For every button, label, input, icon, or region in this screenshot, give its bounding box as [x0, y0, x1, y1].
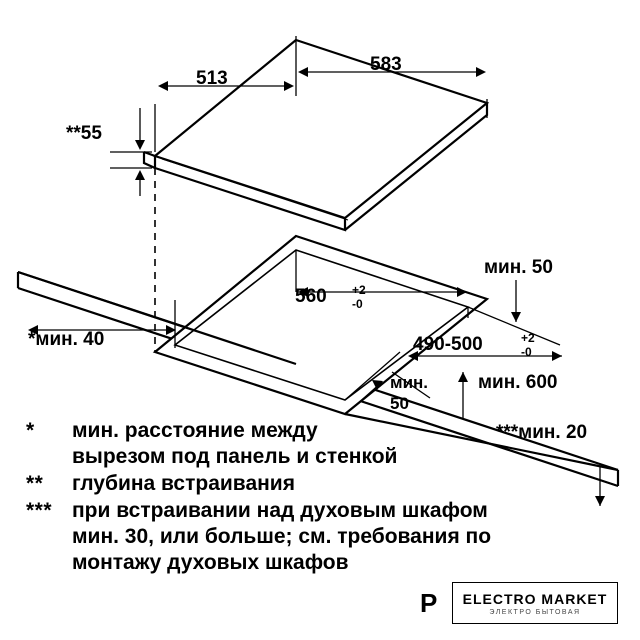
legend-mark-2: ** — [26, 472, 44, 495]
watermark-title: ELECTRO MARKET — [462, 590, 608, 607]
legend-item-1 — [26, 418, 626, 470]
legend-line: вырезом под панель и стенкой — [72, 445, 398, 468]
watermark — [420, 582, 620, 628]
dim-label-490-500-group — [413, 331, 535, 359]
legend-line: глубина встраивания — [72, 472, 295, 495]
legend-line: монтажу духовых шкафов — [72, 551, 349, 574]
watermark-letter: P — [420, 588, 438, 618]
dim-label-560-tol-minus: -0 — [352, 297, 363, 311]
legend-item-3 — [26, 498, 626, 576]
dim-min-600 — [458, 372, 468, 418]
dim-55 — [110, 108, 152, 196]
dim-label-490-500-tol-plus: +2 — [521, 331, 535, 345]
dim-label-490-500: 490-500 — [413, 334, 483, 355]
legend-text-3 — [72, 498, 491, 576]
legend-line: при встраивании над духовым шкафом — [72, 499, 488, 522]
dim-label-min-20: ***мин. 20 — [496, 422, 588, 443]
legend-line: мин. расстояние между — [72, 419, 318, 442]
watermark-box — [452, 582, 618, 624]
dim-label-560: 560 — [295, 286, 327, 307]
dim-label-513: 513 — [196, 68, 228, 89]
legend-line: мин. 30, или больше; см. требования по — [72, 525, 492, 548]
dim-label-min-50-front-value: 50 — [390, 394, 409, 413]
dim-label-min-50-front: мин. — [390, 373, 429, 392]
dim-label-560-tol-plus: +2 — [352, 283, 366, 297]
dim-label-min-40: *мин. 40 — [28, 329, 105, 350]
watermark-subtitle: ЭЛЕКТРО БЫТОВАЯ — [489, 608, 581, 616]
cutout — [155, 236, 487, 414]
dim-label-min-50-rear: мин. 50 — [484, 257, 553, 278]
dim-min-50-rear — [511, 280, 521, 322]
legend-item-2 — [26, 471, 626, 497]
legend — [26, 418, 626, 577]
dim-label-min-600: мин. 600 — [478, 372, 558, 393]
dim-label-583: 583 — [370, 54, 402, 75]
dim-label-55: **55 — [66, 123, 102, 144]
legend-mark-3: *** — [26, 499, 53, 522]
dim-label-490-500-tol-minus: -0 — [521, 345, 532, 359]
legend-text-2 — [72, 471, 295, 497]
legend-mark-1: * — [26, 419, 35, 442]
legend-text-1 — [72, 418, 397, 470]
